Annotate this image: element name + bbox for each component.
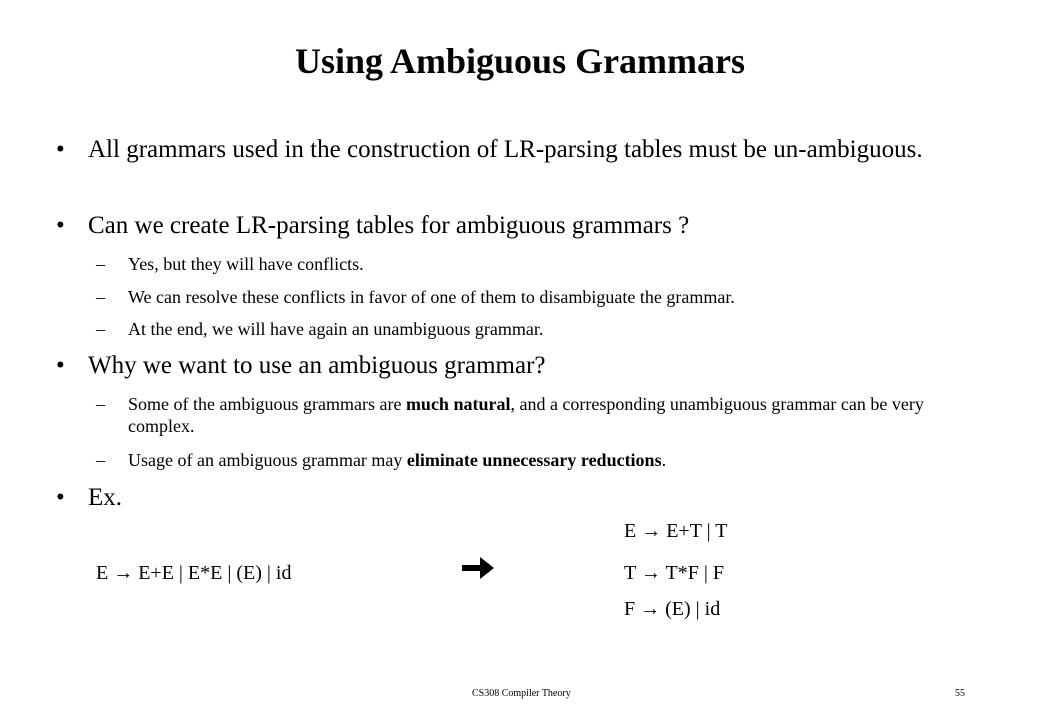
sub-item xyxy=(96,318,976,340)
bullet-4-text: Ex. xyxy=(88,484,123,511)
bullet-1 xyxy=(56,134,976,198)
bullet-dot: • xyxy=(56,352,65,379)
sub-item-text: We can resolve these conflicts in favor of one of them to disambiguate the grammar. xyxy=(128,287,735,307)
footer-course: CS308 Compiler Theory xyxy=(472,688,571,699)
unambiguous-rule-e: E → E+T | T xyxy=(624,520,728,542)
bullet-4 xyxy=(56,482,976,514)
sub-dash: – xyxy=(96,254,105,274)
ambiguous-grammar: E → E+E | E*E | (E) | id xyxy=(96,562,292,584)
bullet-dot: • xyxy=(56,484,65,511)
unambiguous-rule-f: F → (E) | id xyxy=(624,598,721,620)
emphasis-text: much natural xyxy=(405,394,511,414)
sub-item xyxy=(96,393,976,437)
sub-text-part: , and a corresponding unambiguous grammar can be very complex. xyxy=(128,394,924,436)
sub-item xyxy=(96,253,976,275)
bullet-2 xyxy=(56,210,976,242)
bullet-2-text: Can we create LR-parsing tables for ambiguous grammars ? xyxy=(88,212,690,239)
right-arrow-icon xyxy=(458,552,498,584)
bullet-3 xyxy=(56,350,976,382)
sub-item xyxy=(96,286,976,308)
sub-dash: – xyxy=(96,450,105,470)
slide-title: Using Ambiguous Grammars xyxy=(294,41,746,81)
sub-item-text xyxy=(128,449,988,471)
sub-text-part: . xyxy=(661,450,667,470)
sub-item-text: Yes, but they will have conflicts. xyxy=(128,254,364,274)
sub-item xyxy=(96,449,976,471)
bullet-dot: • xyxy=(56,212,65,239)
footer-page-number: 55 xyxy=(955,688,965,699)
bullet-3-text: Why we want to use an ambiguous grammar? xyxy=(88,352,546,379)
unambiguous-rule-t: T → T*F | F xyxy=(624,562,724,584)
sub-item-text xyxy=(128,393,988,437)
sub-dash: – xyxy=(96,287,105,307)
emphasis-text: eliminate unnecessary reductions xyxy=(406,450,662,470)
sub-text-part: Some of the ambiguous grammars are xyxy=(128,394,406,414)
sub-dash: – xyxy=(96,394,105,414)
sub-dash: – xyxy=(96,319,105,339)
sub-text-part: Usage of an ambiguous grammar may xyxy=(128,450,407,470)
bullet-1-text: All grammars used in the construction of LR-parsing tables must be un-ambiguous. xyxy=(88,136,923,163)
sub-item-text: At the end, we will have again an unambiguous grammar. xyxy=(128,319,544,339)
bullet-dot: • xyxy=(56,136,65,163)
